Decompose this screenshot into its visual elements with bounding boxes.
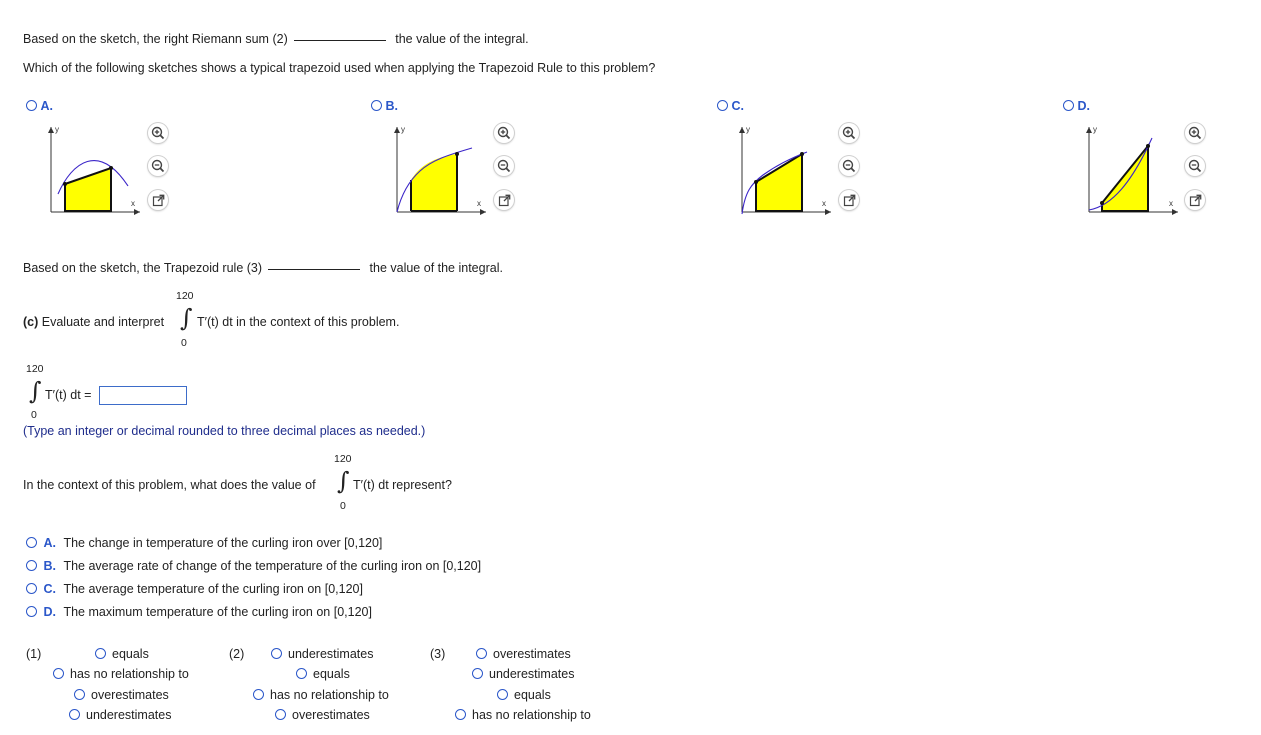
answer-hint: (Type an integer or decimal rounded to three decimal places as needed.) [23,424,426,438]
trapezoid-sketch-question: Which of the following sketches shows a typical trapezoid used when applying the Trapezoid Rule to this problem? [23,61,656,75]
riemann-question-suffix: the value of the integral. [395,32,529,46]
popout-icon [1189,194,1202,207]
popout-icon [498,194,511,207]
sketch-radio-a[interactable] [26,100,37,111]
interpret-option-a[interactable] [26,536,382,550]
riemann-question [23,32,529,46]
answer-upper-limit: 120 [26,363,44,375]
integral-answer-input[interactable] [99,386,187,405]
zoom-out-icon [842,159,856,173]
interpret-letter-b: B. [43,559,56,573]
sketch-radio-d[interactable] [1063,100,1074,111]
dropdown-1-radio[interactable] [53,668,64,679]
sketch-d-x-label: x [1169,199,1173,208]
dropdown-3-radio[interactable] [472,668,483,679]
dropdown-1-radio[interactable] [69,709,80,720]
sketch-graph-b [390,122,490,226]
integral-sign: ∫ [337,467,350,495]
dropdown-3-option-text: underestimates [489,667,575,681]
zoom-out-icon [497,159,511,173]
zoom-in-c[interactable] [839,123,859,143]
dropdown-3-option[interactable] [476,647,571,661]
dropdown-2-option-text: has no relationship to [270,688,389,702]
part-c-prompt [23,315,164,329]
dropdown-2-option-text: underestimates [288,647,374,661]
riemann-blank-number: (2) [272,32,288,46]
zoom-in-icon [842,126,856,140]
trap-blank-number: (3) [246,261,263,275]
interpret-prefix: In the context of this problem, what does the value of [23,478,316,492]
interpret-lower-limit: 0 [340,500,346,512]
dropdown-3-option-text: equals [514,688,551,702]
interpret-radio-a[interactable] [26,537,37,548]
sketch-a-y-label: y [55,125,59,134]
dropdown-3-option[interactable] [472,667,574,681]
dropdown-2-option[interactable] [296,667,350,681]
dropdown-2-label: (2) [229,647,245,661]
open-popup-d[interactable] [1185,190,1205,210]
sketch-option-a[interactable] [26,99,53,113]
dropdown-1-option-text: has no relationship to [70,667,189,681]
interpret-letter-c: C. [43,582,56,596]
dropdown-2-option-text: equals [313,667,350,681]
zoom-out-a[interactable] [148,156,168,176]
zoom-out-icon [1188,159,1202,173]
interpret-option-c[interactable] [26,582,363,596]
interpret-letter-a: A. [43,536,56,550]
sketch-option-d[interactable] [1063,99,1090,113]
sketch-letter-b: B. [385,99,398,113]
sketch-b-x-label: x [477,199,481,208]
dropdown-1-option[interactable] [69,708,171,722]
sketch-letter-c: C. [731,99,744,113]
part-c-upper-limit: 120 [176,290,194,302]
part-c-text: Evaluate and interpret [41,315,165,329]
interpret-radio-c[interactable] [26,583,37,594]
dropdown-1-option[interactable] [53,667,189,681]
dropdown-1-option[interactable] [74,688,169,702]
dropdown-1-option-text: overestimates [91,688,169,702]
interpret-option-b[interactable] [26,559,481,573]
dropdown-2-option[interactable] [275,708,370,722]
trap-question-prefix: Based on the sketch, the Trapezoid rule [23,261,244,275]
sketch-option-c[interactable] [717,99,744,113]
dropdown-1-label: (1) [26,647,42,661]
popout-icon [152,194,165,207]
zoom-in-d[interactable] [1185,123,1205,143]
part-c-integrand: T′(t) dt in the context of this problem. [197,315,400,329]
interpret-radio-d[interactable] [26,606,37,617]
trapezoid-rule-question [23,261,503,275]
zoom-in-b[interactable] [494,123,514,143]
interpret-text-c: The average temperature of the curling iron on [0,120] [63,582,363,596]
dropdown-3-radio[interactable] [455,709,466,720]
interpret-integrand: T′(t) dt represent? [353,478,452,492]
dropdown-3-option-text: overestimates [493,647,571,661]
sketch-radio-b[interactable] [371,100,382,111]
zoom-in-a[interactable] [148,123,168,143]
interpret-option-d[interactable] [26,605,372,619]
trap-question-suffix: the value of the integral. [369,261,503,275]
interpret-text-d: The maximum temperature of the curling iron on [0,120] [63,605,372,619]
answer-lower-limit: 0 [31,409,37,421]
dropdown-3-radio[interactable] [476,648,487,659]
part-c-label: (c) [23,315,39,329]
dropdown-3-label: (3) [430,647,446,661]
sketch-graph-d [1082,122,1182,226]
zoom-out-c[interactable] [839,156,859,176]
interpret-letter-d: D. [43,605,56,619]
sketch-letter-a: A. [40,99,53,113]
dropdown-2-radio[interactable] [253,689,264,700]
integral-sign: ∫ [29,377,42,405]
zoom-in-icon [497,126,511,140]
sketch-radio-c[interactable] [717,100,728,111]
zoom-out-d[interactable] [1185,156,1205,176]
sketch-graph-a [44,122,144,226]
dropdown-2-option-text: overestimates [292,708,370,722]
interpret-radio-b[interactable] [26,560,37,571]
sketch-d-y-label: y [1093,125,1097,134]
answer-integrand: T′(t) dt = [45,388,92,402]
interpret-upper-limit: 120 [334,453,352,465]
sketch-c-y-label: y [746,125,750,134]
sketch-option-b[interactable] [371,99,398,113]
dropdown-3-option-text: has no relationship to [472,708,591,722]
dropdown-1-radio[interactable] [74,689,85,700]
open-popup-a[interactable] [148,190,168,210]
zoom-in-icon [151,126,165,140]
part-c-lower-limit: 0 [181,337,187,349]
riemann-answer-blank[interactable] [294,40,386,41]
dropdown-2-option[interactable] [271,647,373,661]
dropdown-2-option[interactable] [253,688,389,702]
popout-icon [843,194,856,207]
trap-answer-blank[interactable] [268,269,360,270]
dropdown-1-option[interactable] [95,647,149,661]
integral-sign: ∫ [180,304,193,332]
dropdown-2-radio[interactable] [271,648,282,659]
dropdown-2-radio[interactable] [275,709,286,720]
dropdown-3-option[interactable] [497,688,551,702]
sketch-c-x-label: x [822,199,826,208]
dropdown-3-radio[interactable] [497,689,508,700]
riemann-question-prefix: Based on the sketch, the right Riemann sum [23,32,269,46]
dropdown-1-radio[interactable] [95,648,106,659]
zoom-out-b[interactable] [494,156,514,176]
sketch-b-y-label: y [401,125,405,134]
open-popup-c[interactable] [839,190,859,210]
dropdown-1-option-text: equals [112,647,149,661]
interpret-text-b: The average rate of change of the temperature of the curling iron on [0,120] [63,559,482,573]
sketch-a-x-label: x [131,199,135,208]
zoom-out-icon [151,159,165,173]
dropdown-3-option[interactable] [455,708,591,722]
sketch-letter-d: D. [1077,99,1090,113]
open-popup-b[interactable] [494,190,514,210]
dropdown-1-option-text: underestimates [86,708,172,722]
zoom-in-icon [1188,126,1202,140]
sketch-graph-c [735,122,835,226]
interpret-text-a: The change in temperature of the curling iron over [0,120] [63,536,383,550]
dropdown-2-radio[interactable] [296,668,307,679]
